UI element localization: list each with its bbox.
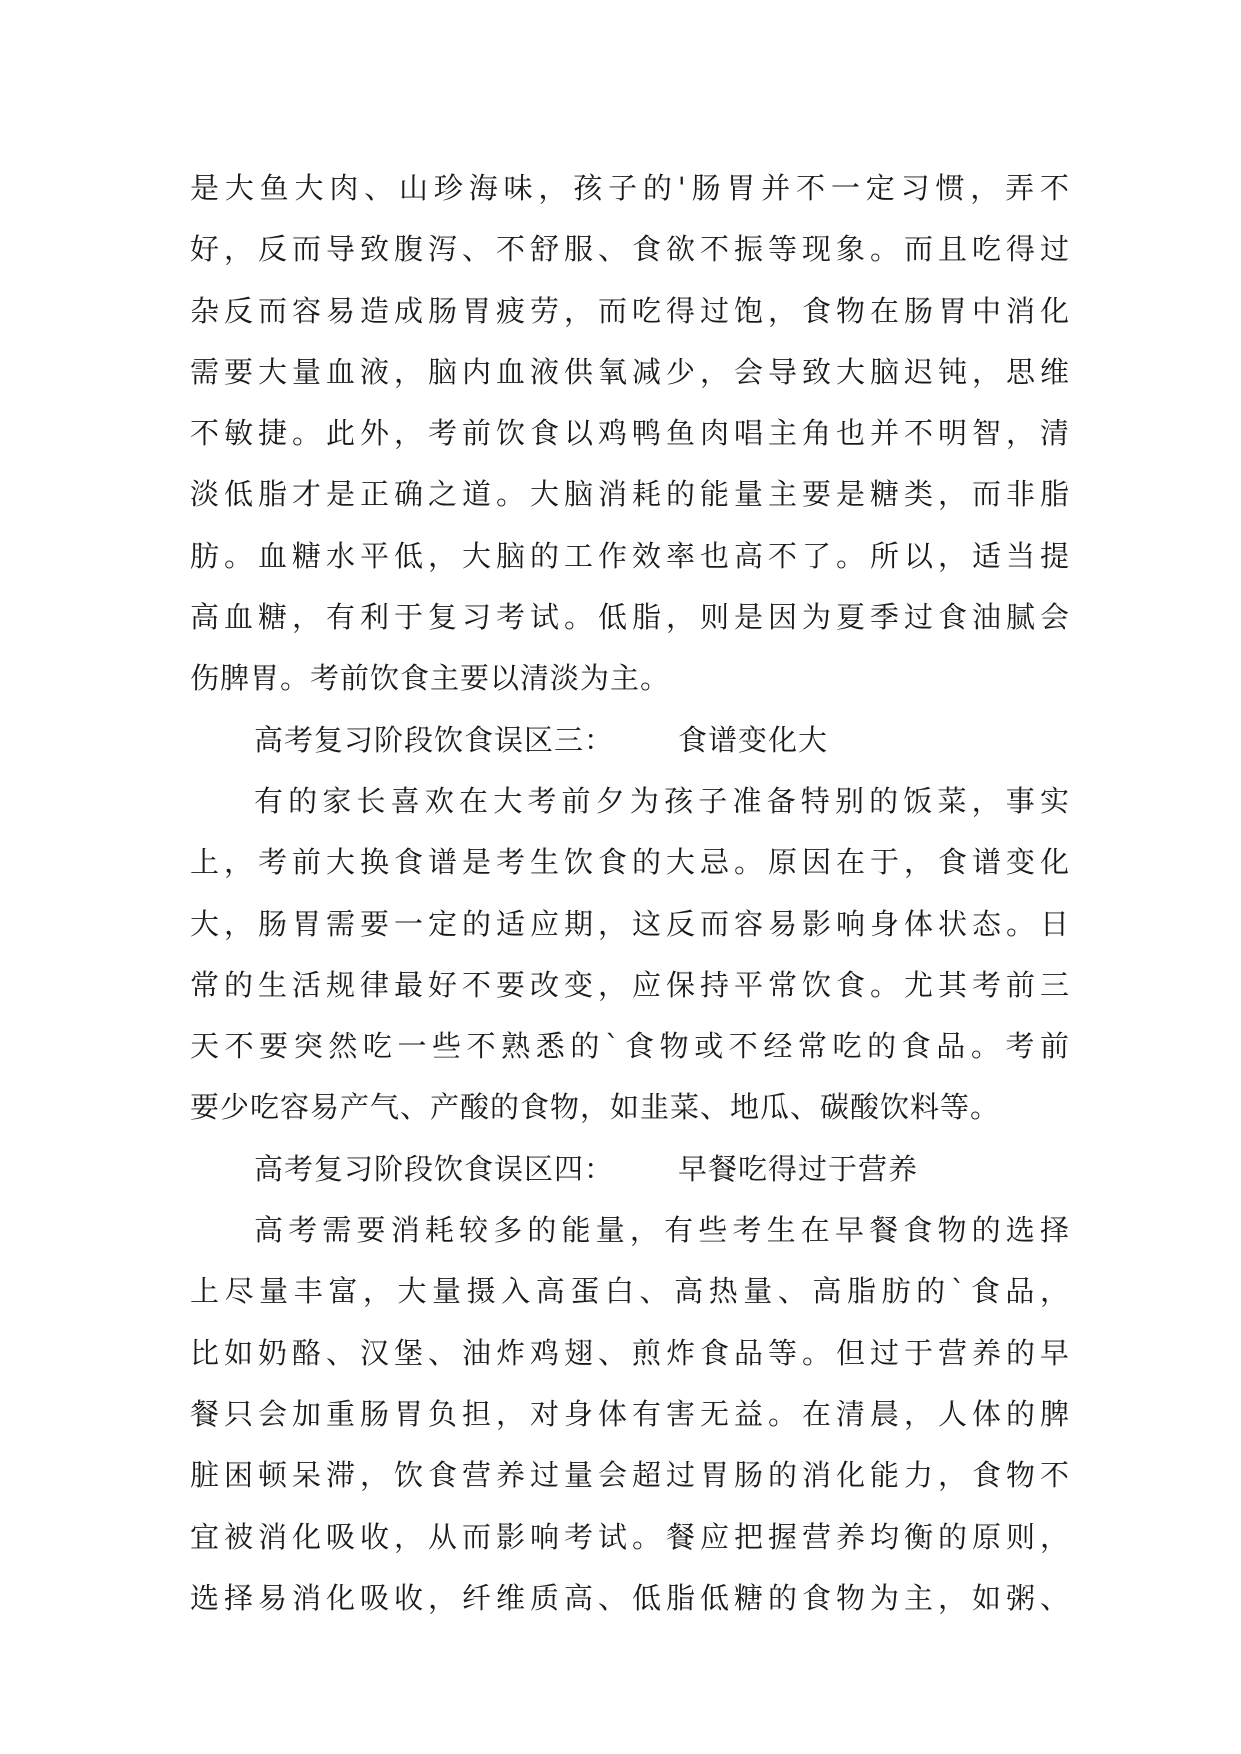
text-line: 高考需要消耗较多的能量，有些考生在早餐食物的选择 <box>254 1213 1070 1248</box>
text-line: 比如奶酪、汉堡、油炸鸡翅、煎炸食品等。但过于营养的早 <box>190 1335 1070 1370</box>
section-heading-label: 高考复习阶段饮食误区三： <box>254 722 615 757</box>
text-line: 上，考前大换食谱是考生饮食的大忌。原因在于，食谱变化 <box>190 845 1070 880</box>
text-line: 是大鱼大肉、山珍海味，孩子的'肠胃并不一定习惯，弄不 <box>190 171 1070 205</box>
text-line: 好，反而导致腹泻、不舒服、食欲不振等现象。而且吃得过 <box>190 232 1070 267</box>
text-line: 脏困顿呆滞，饮食营养过量会超过胃肠的消化能力，食物不 <box>190 1458 1070 1493</box>
section-heading-title: 食谱变化大 <box>678 722 829 757</box>
section-heading-title: 早餐吃得过于营养 <box>678 1151 919 1186</box>
text-line: 要少吃容易产气、产酸的食物，如韭菜、地瓜、碳酸饮料等。 <box>190 1090 1001 1125</box>
text-line: 不敏捷。此外，考前饮食以鸡鸭鱼肉唱主角也并不明智，清 <box>190 416 1070 451</box>
section-heading <box>190 710 1070 771</box>
paragraph <box>190 158 1070 710</box>
text-line: 杂反而容易造成肠胃疲劳，而吃得过饱，食物在肠胃中消化 <box>190 293 1070 328</box>
section-heading-label: 高考复习阶段饮食误区四： <box>254 1151 615 1186</box>
paragraph <box>190 1200 1070 1629</box>
text-line: 上尽量丰富，大量摄入高蛋白、高热量、高脂肪的`食品， <box>190 1274 1070 1309</box>
section-heading <box>190 1139 1070 1200</box>
paragraph <box>190 771 1070 1139</box>
text-line: 需要大量血液，脑内血液供氧减少，会导致大脑迟钝，思维 <box>190 354 1070 389</box>
text-line: 高血糖，有利于复习考试。低脂，则是因为夏季过食油腻会 <box>190 600 1070 635</box>
text-line: 有的家长喜欢在大考前夕为孩子准备特别的饭菜，事实 <box>254 783 1070 818</box>
text-line: 宜被消化吸收，从而影响考试。餐应把握营养均衡的原则， <box>190 1519 1070 1554</box>
document-body <box>190 158 1070 1629</box>
text-line: 天不要突然吃一些不熟悉的`食物或不经常吃的食品。考前 <box>190 1029 1070 1064</box>
text-line: 选择易消化吸收，纤维质高、低脂低糖的食物为主，如粥、 <box>190 1580 1070 1615</box>
text-line: 淡低脂才是正确之道。大脑消耗的能量主要是糖类，而非脂 <box>190 477 1070 512</box>
text-line: 伤脾胃。考前饮食主要以清淡为主。 <box>190 661 671 696</box>
text-line: 常的生活规律最好不要改变，应保持平常饮食。尤其考前三 <box>190 967 1070 1002</box>
text-line: 大，肠胃需要一定的适应期，这反而容易影响身体状态。日 <box>190 906 1070 941</box>
text-line: 餐只会加重肠胃负担，对身体有害无益。在清晨，人体的脾 <box>190 1396 1070 1431</box>
text-line: 肪。血糖水平低，大脑的工作效率也高不了。所以，适当提 <box>190 538 1070 573</box>
